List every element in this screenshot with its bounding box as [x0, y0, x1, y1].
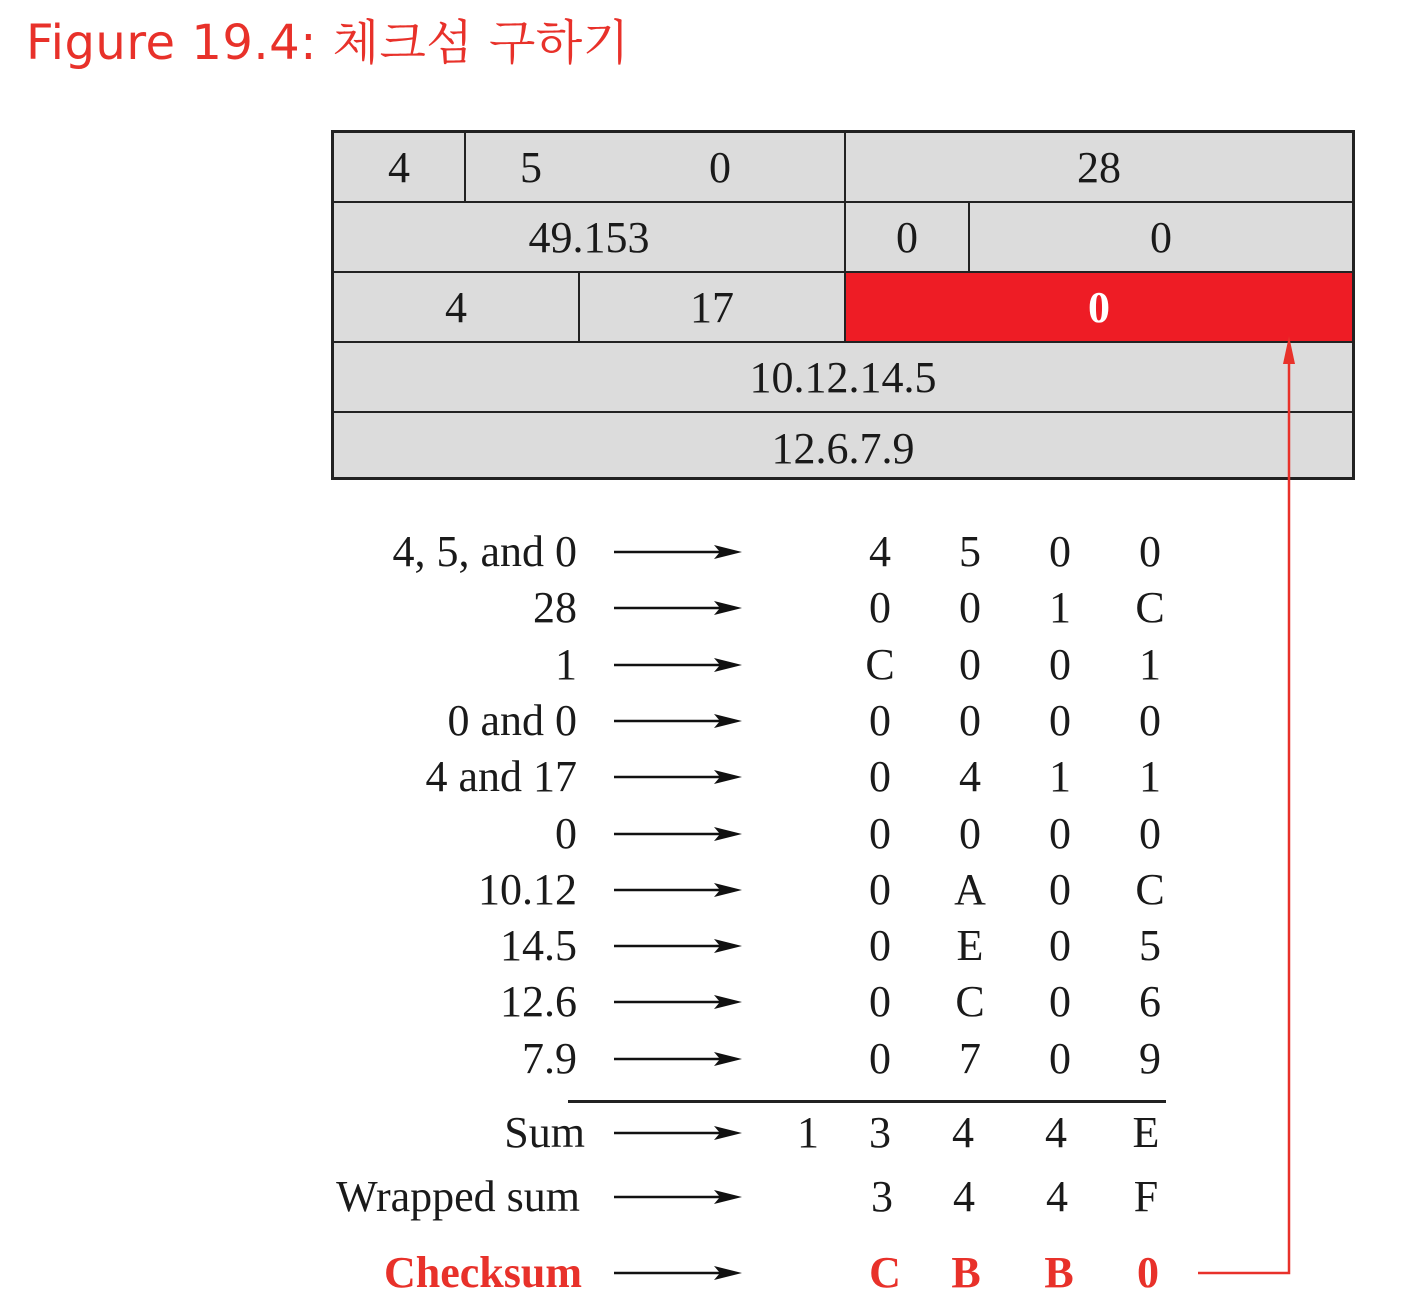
arrow-icon [614, 768, 744, 786]
hex-digit: 0 [1049, 808, 1071, 858]
hex-digit: 0 [1049, 527, 1071, 576]
hex-digit: 9 [1139, 1033, 1161, 1083]
hex-digit: 4 [959, 752, 981, 802]
hex-digit: 0 [1049, 639, 1071, 689]
hex-digit: 0 [959, 808, 981, 858]
hex-digit: 0 [959, 583, 981, 633]
hex-digit: 0 [869, 864, 891, 914]
arrow-icon [614, 1124, 744, 1142]
arrow-icon [614, 1050, 744, 1068]
hex-digit: 4 [952, 1108, 974, 1157]
hex-digit: F [1133, 1172, 1159, 1221]
hex-digit: 0 [1049, 864, 1071, 914]
header-cell: 0 [846, 203, 970, 271]
header-row-5 [334, 413, 1352, 483]
arrow-icon [614, 993, 744, 1011]
row-label: 7.9 [522, 1033, 577, 1083]
hex-digit: 0 [1139, 695, 1161, 745]
arrow-icon [614, 599, 744, 617]
arrow-icon [614, 543, 744, 561]
figure-title: Figure 19.4: 체크섬 구하기 [26, 15, 630, 71]
header-cell: 17 [580, 273, 846, 341]
arrow-icon [614, 881, 744, 899]
hex-digit: 0 [959, 639, 981, 689]
hex-digit: 0 [1049, 977, 1071, 1027]
header-row-1 [334, 133, 1352, 203]
row-label: 0 [555, 808, 577, 858]
hex-digit: 4 [1046, 1172, 1068, 1221]
hex-digit: C [869, 1248, 901, 1297]
header-cell: 4 [334, 273, 580, 341]
row-label: 28 [533, 583, 577, 633]
arrow-icon [614, 1188, 744, 1206]
arrow-icon [614, 825, 744, 843]
hex-digit: 6 [1139, 977, 1161, 1027]
wrapped-sum-label: Wrapped sum [336, 1172, 580, 1221]
row-label: 4 and 17 [425, 752, 577, 802]
hex-digit: 0 [869, 695, 891, 745]
hex-digit: 3 [869, 1108, 891, 1157]
hex-digit: E [956, 921, 984, 971]
arrow-icon [614, 656, 744, 674]
hex-digit: 4 [953, 1172, 975, 1221]
header-cell: 10.12.14.5 [749, 352, 937, 402]
checksum-field-cell: 0 [846, 273, 1352, 341]
hex-digit: 7 [959, 1033, 981, 1083]
hex-digit: 0 [1139, 808, 1161, 858]
hex-digit: 0 [1049, 695, 1071, 745]
row-label: 1 [555, 639, 577, 689]
sum-divider [568, 1100, 1166, 1103]
header-cell: 12.6.7.9 [771, 423, 915, 473]
ip-header-table [331, 130, 1355, 480]
hex-digit: 3 [871, 1172, 893, 1221]
hex-digit: 4 [1045, 1108, 1067, 1157]
header-row-2 [334, 203, 1352, 273]
header-row-4 [334, 343, 1352, 413]
hex-digit: 1 [1139, 639, 1161, 689]
hex-digit: 1 [797, 1108, 819, 1157]
hex-digit: 1 [1049, 583, 1071, 633]
hex-digit: 0 [869, 583, 891, 633]
row-label: 0 and 0 [447, 695, 577, 745]
hex-digit: A [954, 864, 986, 914]
hex-digit: 0 [1139, 527, 1161, 576]
header-cell: 0 [1150, 212, 1172, 262]
hex-digit: 0 [959, 695, 981, 745]
header-cell: 49.153 [334, 203, 846, 271]
hex-digit: E [1132, 1108, 1160, 1157]
header-cell: 0 [596, 133, 846, 201]
hex-digit: 1 [1139, 752, 1161, 802]
hex-digit: 0 [869, 921, 891, 971]
hex-digit: 0 [1049, 921, 1071, 971]
hex-digit: C [955, 977, 985, 1027]
hex-digit: 0 [869, 808, 891, 858]
row-label: 14.5 [500, 921, 577, 971]
hex-digit: C [1135, 583, 1165, 633]
checksum-label: Checksum [383, 1248, 582, 1297]
header-row-3 [334, 273, 1352, 343]
hex-digit: 0 [869, 1033, 891, 1083]
hex-digit: 5 [959, 527, 981, 576]
arrow-icon [614, 1264, 744, 1282]
hex-digit: 0 [869, 752, 891, 802]
row-label: 10.12 [478, 864, 577, 914]
hex-digit: C [865, 639, 895, 689]
hex-digit: B [1044, 1248, 1074, 1297]
header-cell: 5 [520, 142, 542, 192]
hex-digit: B [951, 1248, 981, 1297]
arrow-icon [614, 712, 744, 730]
hex-digit: 0 [869, 977, 891, 1027]
hex-digit: 5 [1139, 921, 1161, 971]
hex-digit: 4 [869, 527, 891, 576]
row-label: 4, 5, and 0 [392, 527, 577, 576]
hex-digit: 0 [1049, 1033, 1071, 1083]
row-label: 12.6 [500, 977, 577, 1027]
sum-label: Sum [504, 1108, 585, 1157]
arrow-icon [614, 937, 744, 955]
hex-digit: 1 [1049, 752, 1071, 802]
header-cell: 4 [334, 133, 466, 201]
hex-digit: C [1135, 864, 1165, 914]
header-cell: 28 [1077, 142, 1121, 192]
hex-digit: 0 [1137, 1248, 1159, 1297]
